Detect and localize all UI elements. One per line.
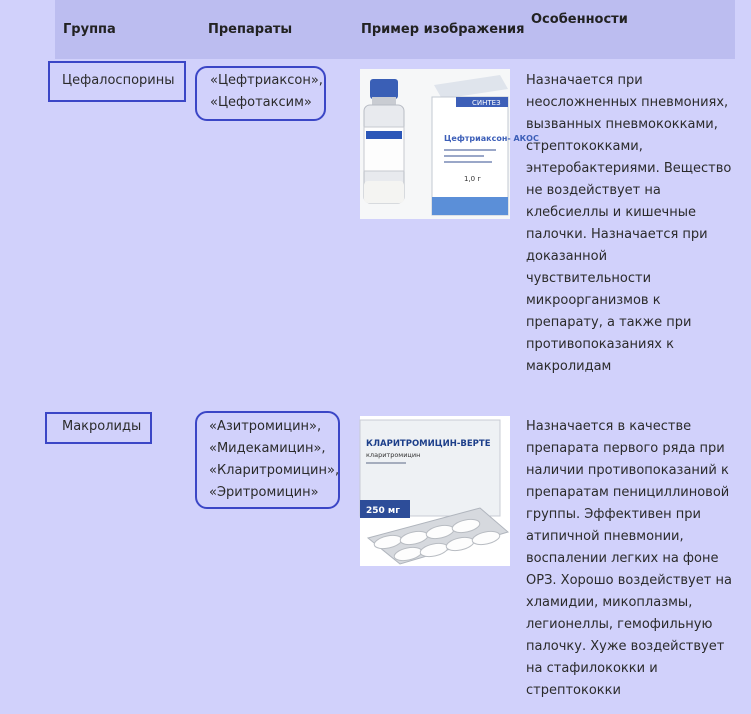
features-line: энтеробактериями. Вещество: [526, 161, 732, 176]
drug-name: «Эритромицин»: [209, 485, 319, 500]
features-line: не воздействует на: [526, 183, 661, 198]
header-group: Группа: [63, 22, 116, 37]
features-line: макролидам: [526, 359, 612, 374]
features-line: стрептококки: [526, 683, 621, 698]
drug-name: «Кларитромицин»,: [209, 463, 340, 478]
drug-name: «Цефотаксим»: [210, 95, 312, 110]
group-name: Макролиды: [62, 419, 142, 434]
features-line: препарата первого ряда при: [526, 441, 725, 456]
drug-list: [210, 70, 323, 114]
features-line: воспалении легких на фоне: [526, 551, 719, 566]
features-line: чувствительности: [526, 271, 652, 286]
features-line: неосложненных пневмониях,: [526, 95, 729, 110]
features-line: клебсиеллы и кишечные: [526, 205, 697, 220]
product-sub: кларитромицин: [366, 451, 421, 459]
features-line: атипичной пневмонии,: [526, 529, 684, 544]
features-line: палочку. Хуже воздействует: [526, 639, 725, 654]
header-features: Особенности: [531, 12, 628, 27]
product-brand: СИНТЕЗ: [472, 99, 501, 107]
product-label: Цефтриаксон- АКОС: [444, 134, 539, 143]
product-image-ceftriaxone: [360, 69, 539, 219]
drug-name: «Цефтриаксон»,: [210, 73, 323, 88]
features-line: палочки. Назначается при: [526, 227, 708, 242]
features-line: Назначается при: [526, 73, 643, 88]
features-line: хламидии, микоплазмы,: [526, 595, 693, 610]
header-image: Пример изображения: [361, 22, 525, 37]
features-line: микроорганизмов к: [526, 293, 661, 308]
features-line: на стафилококки и: [526, 661, 658, 676]
features-line: наличии противопоказаний к: [526, 463, 729, 478]
product-image-clarithromycin: [360, 416, 510, 566]
product-dose: 1,0 г: [464, 175, 482, 183]
features-line: Назначается в качестве: [526, 419, 692, 434]
group-name: Цефалоспорины: [62, 73, 175, 88]
features-text: [526, 70, 736, 378]
drug-name: «Мидекамицин»,: [209, 441, 326, 456]
features-line: доказанной: [526, 249, 608, 264]
features-text: [526, 416, 736, 702]
features-line: противопоказаниях к: [526, 337, 674, 352]
features-line: препарату, а также при: [526, 315, 692, 330]
features-line: вызванных пневмококками,: [526, 117, 718, 132]
features-line: стрептококками,: [526, 139, 643, 154]
header-drugs: Препараты: [208, 22, 293, 37]
features-line: группы. Эффективен при: [526, 507, 701, 522]
features-line: ОРЗ. Хорошо воздействует на: [526, 573, 732, 588]
features-line: легионеллы, гемофильную: [526, 617, 713, 632]
product-label: КЛАРИТРОМИЦИН-ВЕРТЕ: [366, 439, 491, 449]
product-dose: 250 мг: [366, 506, 400, 516]
drug-list: [209, 416, 339, 504]
drug-name: «Азитромицин»,: [209, 419, 322, 434]
features-line: препаратам пенициллиновой: [526, 485, 730, 500]
